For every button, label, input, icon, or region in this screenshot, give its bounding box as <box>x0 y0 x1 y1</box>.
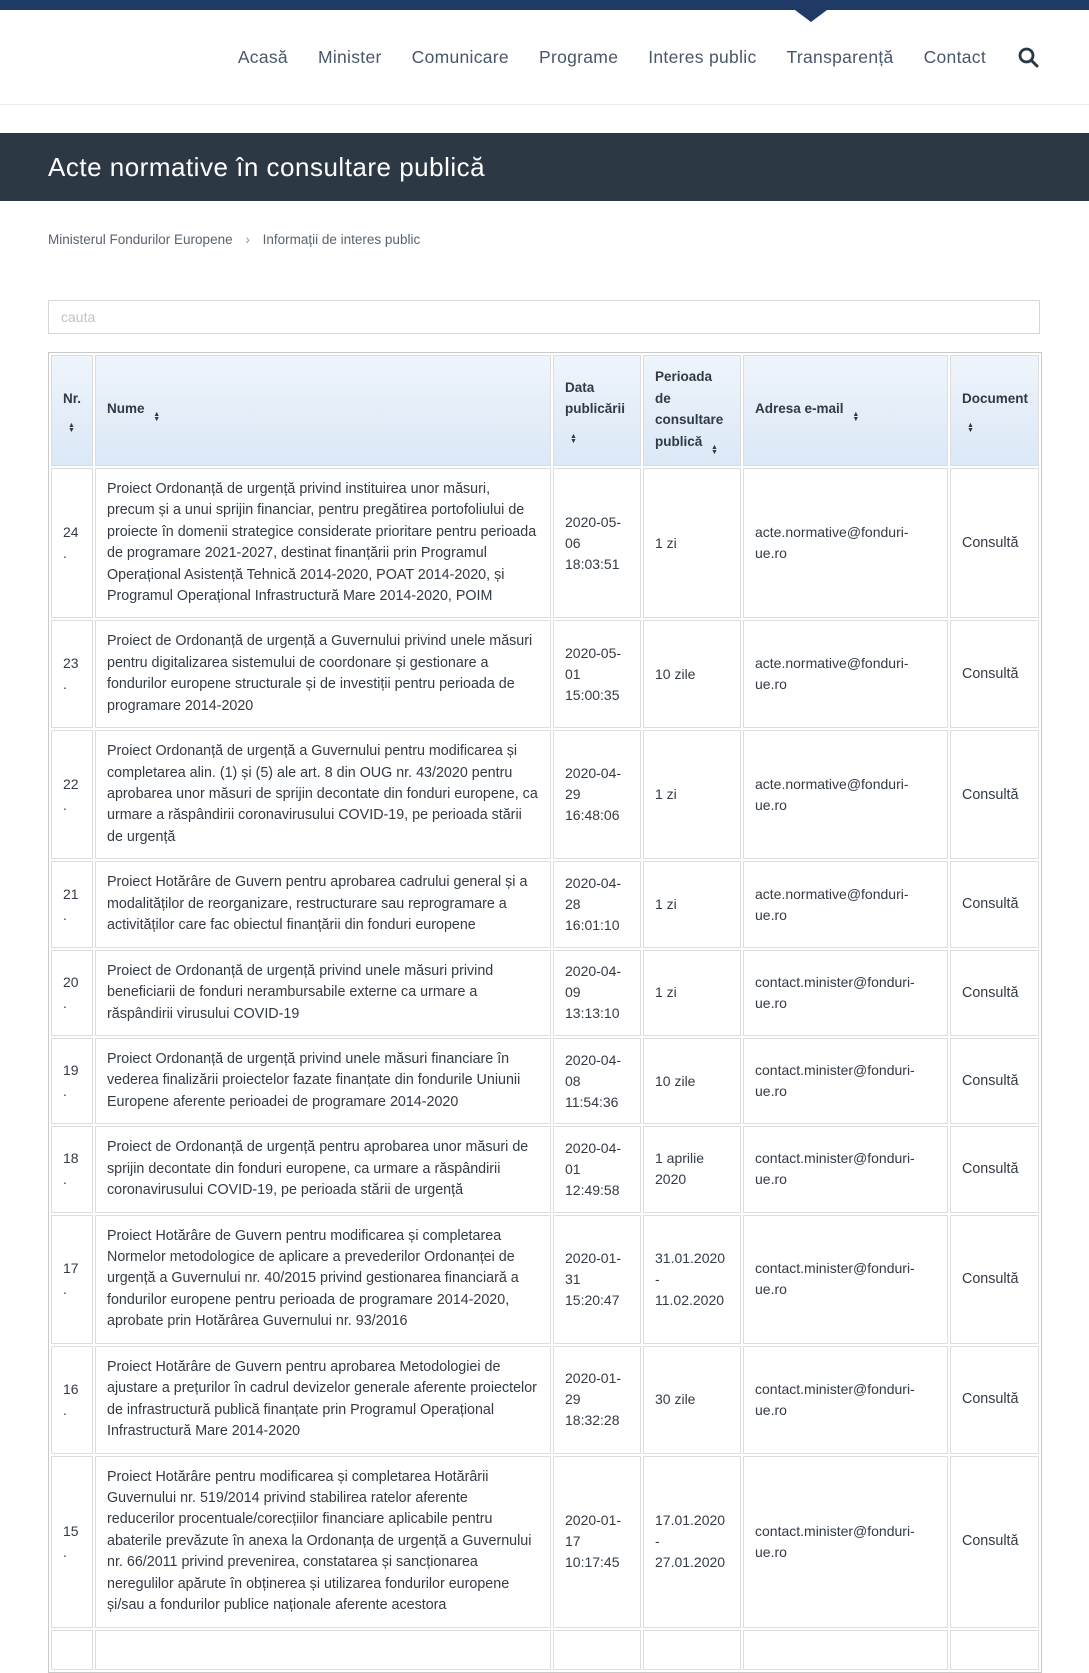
nav-item-acasa[interactable]: Acasă <box>237 46 288 67</box>
cell-perioada: 10 zile <box>643 620 741 728</box>
nav-item-comunicare[interactable]: Comunicare <box>411 46 509 67</box>
table-row <box>51 1215 1039 1344</box>
cell-nr: 17. <box>51 1215 93 1344</box>
sort-icon: ▲ ▼ <box>852 411 860 424</box>
top-accent-bar <box>0 0 1089 10</box>
sort-icon: ▲ ▼ <box>570 432 577 445</box>
cell-nr: 15. <box>51 1456 93 1628</box>
cell-nume: Proiect Ordonanță de urgență a Guvernului pentru modificarea și completarea alin. (1) și (5) ale art. 8 din OUG nr. 43/2020 pentru aprobarea unor măsuri de sprijin decontate din fonduri europene, ca urmare a răspândirii coronavirusului COVID-19, pe perioada stării de urgență <box>95 730 551 859</box>
cell-nume: Proiect de Ordonanță de urgență a Guvernului privind unele măsuri pentru digitalizarea sistemului de coordonare și gestionare a fondurilor europene structurale și de investiții pentru perioada de programare 2014-2020 <box>95 620 551 728</box>
cell-nr: 24. <box>51 468 93 619</box>
cell-nr: 19. <box>51 1038 93 1124</box>
cell-data: 2020-01-31 15:20:47 <box>553 1215 641 1344</box>
cell-data: 2020-04-08 11:54:36 <box>553 1038 641 1124</box>
cell-email: contact.minister@fonduri-ue.ro <box>743 1126 948 1212</box>
table-row <box>51 950 1039 1036</box>
consulta-link[interactable]: Consultă <box>962 1270 1019 1287</box>
nav-item-contact[interactable]: Contact <box>923 46 986 67</box>
cell-document <box>950 861 1039 947</box>
page-title: Acte normative în consultare publică <box>48 151 486 182</box>
nav-links <box>238 47 986 68</box>
column-label: Document <box>962 390 1029 406</box>
cell-nume: Proiect Hotărâre pentru modificarea și completarea Hotărârii Guvernului nr. 519/2014 privind stabilirea ratelor aferente reducerilor procentuale/corecțiilor financiare aplicabile pentru abaterile prevăzute în anexa la Ordonanța de urgență a Guvernului nr. 66/2011 privind prevenirea, constatarea și sancționarea neregulilor apărute în obținerea și utilizarea fondurilor europene și/sau a fondurilor publice naționale aferente acestora <box>95 1456 551 1628</box>
consulta-link[interactable]: Consultă <box>962 666 1019 683</box>
cell-nume: Proiect Hotărâre de Guvern pentru aprobarea cadrului general și a modalităților de reorganizare, restructurare sau reprogramare a activităților care fac obiectul finanțării din fonduri europene <box>95 861 551 947</box>
column-label: Nr. <box>63 390 82 406</box>
main-nav <box>0 10 1089 105</box>
content-container <box>0 232 1089 1673</box>
cell-data: 2020-04-29 16:48:06 <box>553 730 641 859</box>
column-label: Perioada de consultare publică <box>655 369 724 449</box>
table-row <box>51 861 1039 947</box>
table-row <box>51 468 1039 619</box>
cell-document <box>950 468 1039 619</box>
column-label: Data publicării <box>565 379 626 417</box>
cell-email: contact.minister@fonduri-ue.ro <box>743 1456 948 1628</box>
cell-email: contact.minister@fonduri-ue.ro <box>743 950 948 1036</box>
consulta-link[interactable]: Consultă <box>962 1072 1019 1089</box>
cell-nume: Proiect Hotărâre de Guvern pentru aprobarea Metodologiei de ajustare a prețurilor în cadrul devizelor generale aferente proiectelor de infrastructură publică finanțate prin Programul Operațional Infrastructură Mare 2014-2020 <box>95 1346 551 1454</box>
cell-data: 2020-01-17 10:17:45 <box>553 1456 641 1628</box>
page-title-band <box>0 133 1089 201</box>
table-row-partial <box>51 1630 1039 1670</box>
cell-nume: Proiect Ordonanță de urgență privind unele măsuri financiare în vederea finalizării proiectelor fazate finanțate din fondurile Uniunii Europene aferente perioadei de programare 2014-2020 <box>95 1038 551 1124</box>
cell-document <box>950 950 1039 1036</box>
cell-document <box>950 1215 1039 1344</box>
cell-document <box>950 1346 1039 1454</box>
nav-item-transparenta[interactable]: Transparență <box>786 46 894 67</box>
cell-empty <box>643 1630 741 1670</box>
cell-document <box>950 620 1039 728</box>
cell-data: 2020-04-28 16:01:10 <box>553 861 641 947</box>
column-header-data-publicarii[interactable] <box>553 355 641 466</box>
cell-empty <box>51 1630 93 1670</box>
cell-empty <box>743 1630 948 1670</box>
cell-email: acte.normative@fonduri-ue.ro <box>743 861 948 947</box>
table-row <box>51 620 1039 728</box>
cell-nr: 20. <box>51 950 93 1036</box>
cell-data: 2020-05-06 18:03:51 <box>553 468 641 619</box>
breadcrumb-link-ministerul-fondurilor-europene[interactable]: Ministerul Fondurilor Europene <box>48 232 233 247</box>
consulta-link[interactable]: Consultă <box>962 896 1019 913</box>
column-header-document[interactable] <box>950 355 1039 466</box>
search-icon[interactable] <box>1016 45 1040 69</box>
sort-icon: ▲ ▼ <box>153 411 161 424</box>
cell-perioada: 10 zile <box>643 1038 741 1124</box>
cell-nr: 23. <box>51 620 93 728</box>
cell-document <box>950 1038 1039 1124</box>
consulta-link[interactable]: Consultă <box>962 534 1019 551</box>
table-row <box>51 1126 1039 1212</box>
table-row <box>51 1038 1039 1124</box>
cell-nume: Proiect de Ordonanță de urgență privind unele măsuri privind beneficiarii de fonduri nerambursabile externe ca urmare a răspândirii virusului COVID-19 <box>95 950 551 1036</box>
consulta-link[interactable]: Consultă <box>962 1161 1019 1178</box>
breadcrumb <box>48 232 1041 247</box>
cell-data: 2020-05-01 15:00:35 <box>553 620 641 728</box>
cell-perioada: 1 zi <box>643 730 741 859</box>
table-row <box>51 1456 1039 1628</box>
column-label: Nume <box>107 401 145 417</box>
nav-pointer-triangle <box>795 10 827 22</box>
cell-perioada: 17.01.2020 - 27.01.2020 <box>643 1456 741 1628</box>
cell-email: acte.normative@fonduri-ue.ro <box>743 620 948 728</box>
sort-icon: ▲ ▼ <box>711 443 718 456</box>
consulta-link[interactable]: Consultă <box>962 984 1019 1001</box>
cell-email: acte.normative@fonduri-ue.ro <box>743 730 948 859</box>
breadcrumb-separator-icon: › <box>245 232 250 247</box>
cell-data: 2020-04-01 12:49:58 <box>553 1126 641 1212</box>
column-header-nr[interactable] <box>51 355 93 466</box>
consulta-link[interactable]: Consultă <box>962 1533 1019 1550</box>
column-header-perioada-de-consultare-publica[interactable] <box>643 355 741 466</box>
search-input[interactable] <box>48 300 1040 334</box>
sort-icon: ▲ ▼ <box>967 422 974 435</box>
cell-perioada: 1 zi <box>643 950 741 1036</box>
cell-data: 2020-01-29 18:32:28 <box>553 1346 641 1454</box>
acts-table <box>48 352 1042 1673</box>
cell-perioada: 1 zi <box>643 468 741 619</box>
column-header-adresa-e-mail[interactable] <box>743 355 948 466</box>
table-row <box>51 730 1039 859</box>
cell-document <box>950 1456 1039 1628</box>
nav-item-minister[interactable]: Minister <box>317 46 382 67</box>
cell-perioada: 30 zile <box>643 1346 741 1454</box>
consulta-link[interactable]: Consultă <box>962 1391 1019 1408</box>
breadcrumb-link-informatii-de-interes-public[interactable]: Informații de interes public <box>262 232 421 247</box>
table-header-row <box>51 355 1039 466</box>
cell-nr: 22. <box>51 730 93 859</box>
cell-perioada: 31.01.2020 - 11.02.2020 <box>643 1215 741 1344</box>
cell-document <box>950 730 1039 859</box>
nav-item-programe[interactable]: Programe <box>538 46 619 67</box>
column-header-nume[interactable] <box>95 355 551 466</box>
magnifier-glyph <box>1016 45 1040 69</box>
cell-email: contact.minister@fonduri-ue.ro <box>743 1038 948 1124</box>
cell-nr: 18. <box>51 1126 93 1212</box>
cell-empty <box>95 1630 551 1670</box>
cell-data: 2020-04-09 13:13:10 <box>553 950 641 1036</box>
cell-nr: 21. <box>51 861 93 947</box>
cell-empty <box>553 1630 641 1670</box>
cell-nr: 16. <box>51 1346 93 1454</box>
cell-email: acte.normative@fonduri-ue.ro <box>743 468 948 619</box>
table-row <box>51 1346 1039 1454</box>
table-body <box>51 468 1039 1670</box>
cell-nume: Proiect Hotărâre de Guvern pentru modificarea și completarea Normelor metodologice de aplicare a prevederilor Ordonanței de urgență a Guvernului nr. 40/2015 privind gestionarea financiară a fondurilor europene pentru perioada de programare 2014-2020, aprobate prin Hotărârea Guvernului nr. 93/2016 <box>95 1215 551 1344</box>
cell-email: contact.minister@fonduri-ue.ro <box>743 1346 948 1454</box>
column-label: Adresa e-mail <box>755 401 844 417</box>
cell-nume: Proiect Ordonanță de urgență privind instituirea unor măsuri, precum și a unui sprijin financiar, pentru pregătirea portofoliului de proiecte în domenii strategice considerate prioritare pentru perioada de programare 2021-2027, destinat finanțării prin Programul Operațional Asistență Tehnică 2014-2020, POAT 2014-2020, și Programul Operațional Infrastructură Mare 2014-2020, POIM <box>95 468 551 619</box>
nav-item-interes-public[interactable]: Interes public <box>648 46 757 67</box>
consulta-link[interactable]: Consultă <box>962 786 1019 803</box>
cell-perioada: 1 aprilie 2020 <box>643 1126 741 1212</box>
cell-empty <box>950 1630 1039 1670</box>
cell-perioada: 1 zi <box>643 861 741 947</box>
cell-document <box>950 1126 1039 1212</box>
cell-email: contact.minister@fonduri-ue.ro <box>743 1215 948 1344</box>
cell-nume: Proiect de Ordonanță de urgență pentru aprobarea unor măsuri de sprijin decontate din fonduri europene, ca urmare a răspândirii coronavirusului COVID-19, pe perioada stării de urgență <box>95 1126 551 1212</box>
sort-icon: ▲ ▼ <box>68 422 75 435</box>
